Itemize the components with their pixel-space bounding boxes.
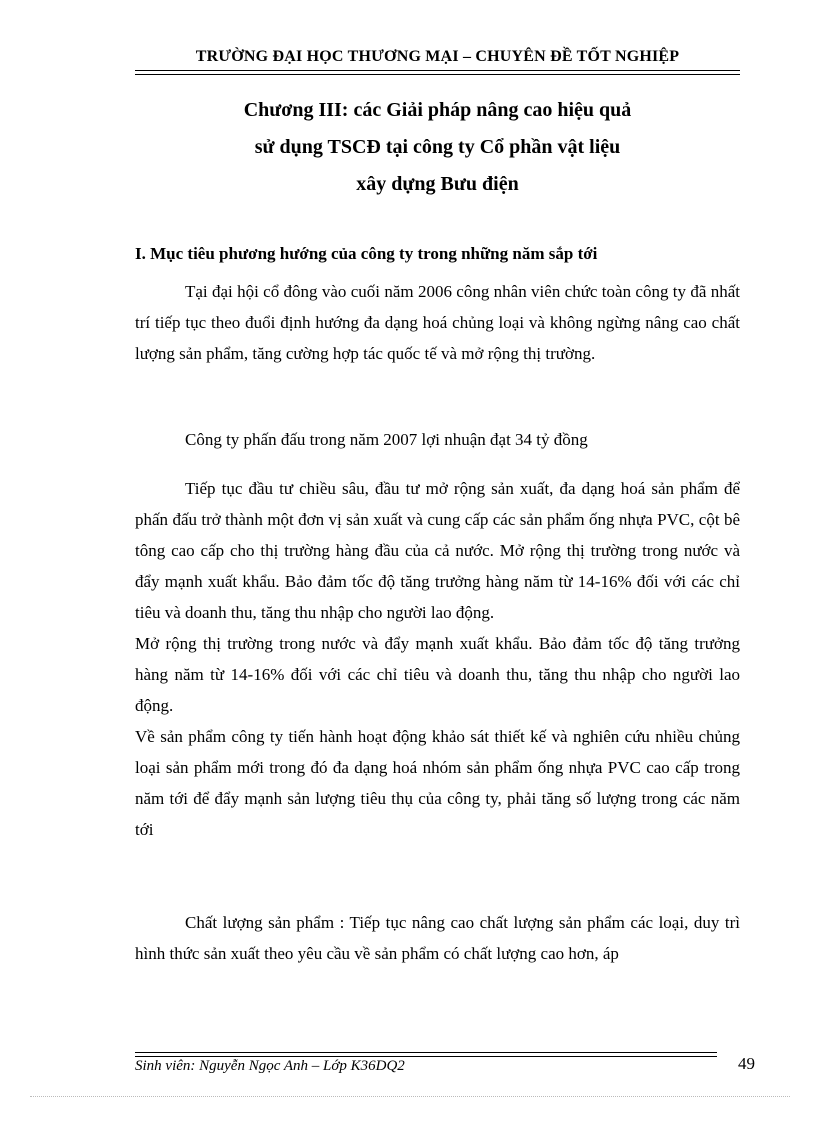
chapter-title-line-2: sử dụng TSCĐ tại công ty Cổ phần vật liệu [254, 136, 621, 158]
paragraph-product-quality: Chất lượng sản phẩm : Tiếp tục nâng cao chất lượng sản phẩm các loại, duy trì hình thức sản xuất theo yêu cầu về sản phẩm có chất lượng cao hơn, áp [135, 913, 740, 963]
paragraph-investment-part-2: Mở rộng thị trường trong nước và đẩy mạnh xuất khẩu. Bảo đảm tốc độ tăng trưởng hàng năm từ 14-16% đối với các chỉ tiêu và doanh thu, tăng thu nhập cho người lao động. [135, 634, 740, 715]
paragraph-profit-target: Công ty phấn đấu trong năm 2007 lợi nhuận đạt 34 tỷ đồng [185, 430, 588, 449]
chapter-title-line-3: xây dựng Bưu điện [356, 173, 519, 195]
paragraph-investment [135, 473, 740, 845]
paragraph-investment-part-3: Về sản phẩm công ty tiến hành hoạt động khảo sát thiết kế và nghiên cứu nhiều chủng loại sản phẩm mới trong đó đa dạng hoá nhóm sản phẩm ống nhựa PVC cao cấp trong năm tới để đẩy mạnh sản lượng tiêu thụ của công ty, phải tăng số lượng trong các năm tới [135, 727, 740, 839]
page-header-title: TRƯỜNG ĐẠI HỌC THƯƠNG MẠI – CHUYÊN ĐỀ TỐT NGHIỆP [195, 48, 680, 65]
footer-student-info: Sinh viên: Nguyễn Ngọc Anh – Lớp K36DQ2 [135, 1058, 405, 1074]
section-heading: I. Mục tiêu phương hướng của công ty trong những năm sắp tới [135, 244, 598, 263]
header-divider [135, 70, 740, 75]
chapter-title [135, 92, 740, 203]
page-number: 49 [738, 1054, 755, 1073]
paragraph-agm-goals: Tại đại hội cổ đông vào cuối năm 2006 công nhân viên chức toàn công ty đã nhất trí tiếp tục theo đuổi định hướng đa dạng hoá chủng loại và không ngừng nâng cao chất lượng sản phẩm, tăng cường hợp tác quốc tế và mở rộng thị trường. [135, 282, 740, 363]
chapter-title-line-1: Chương III: các Giải pháp nâng cao hiệu quả [243, 99, 632, 121]
footer-divider [135, 1052, 717, 1057]
page-bottom-dotted-line [30, 1096, 790, 1097]
paragraph-investment-part-1: Tiếp tục đầu tư chiều sâu, đầu tư mở rộng sản xuất, đa dạng hoá sản phẩm để phấn đấu trở thành một đơn vị sản xuất và cung cấp các sản phẩm ống nhựa PVC, cột bê tông cao cấp cho thị trường hàng đầu của cả nước. Mở rộng thị trường trong nước và đẩy mạnh xuất khẩu. Bảo đảm tốc độ tăng trưởng hàng năm từ 14-16% đối với các chỉ tiêu và doanh thu, tăng thu nhập cho người lao động. [135, 479, 740, 622]
